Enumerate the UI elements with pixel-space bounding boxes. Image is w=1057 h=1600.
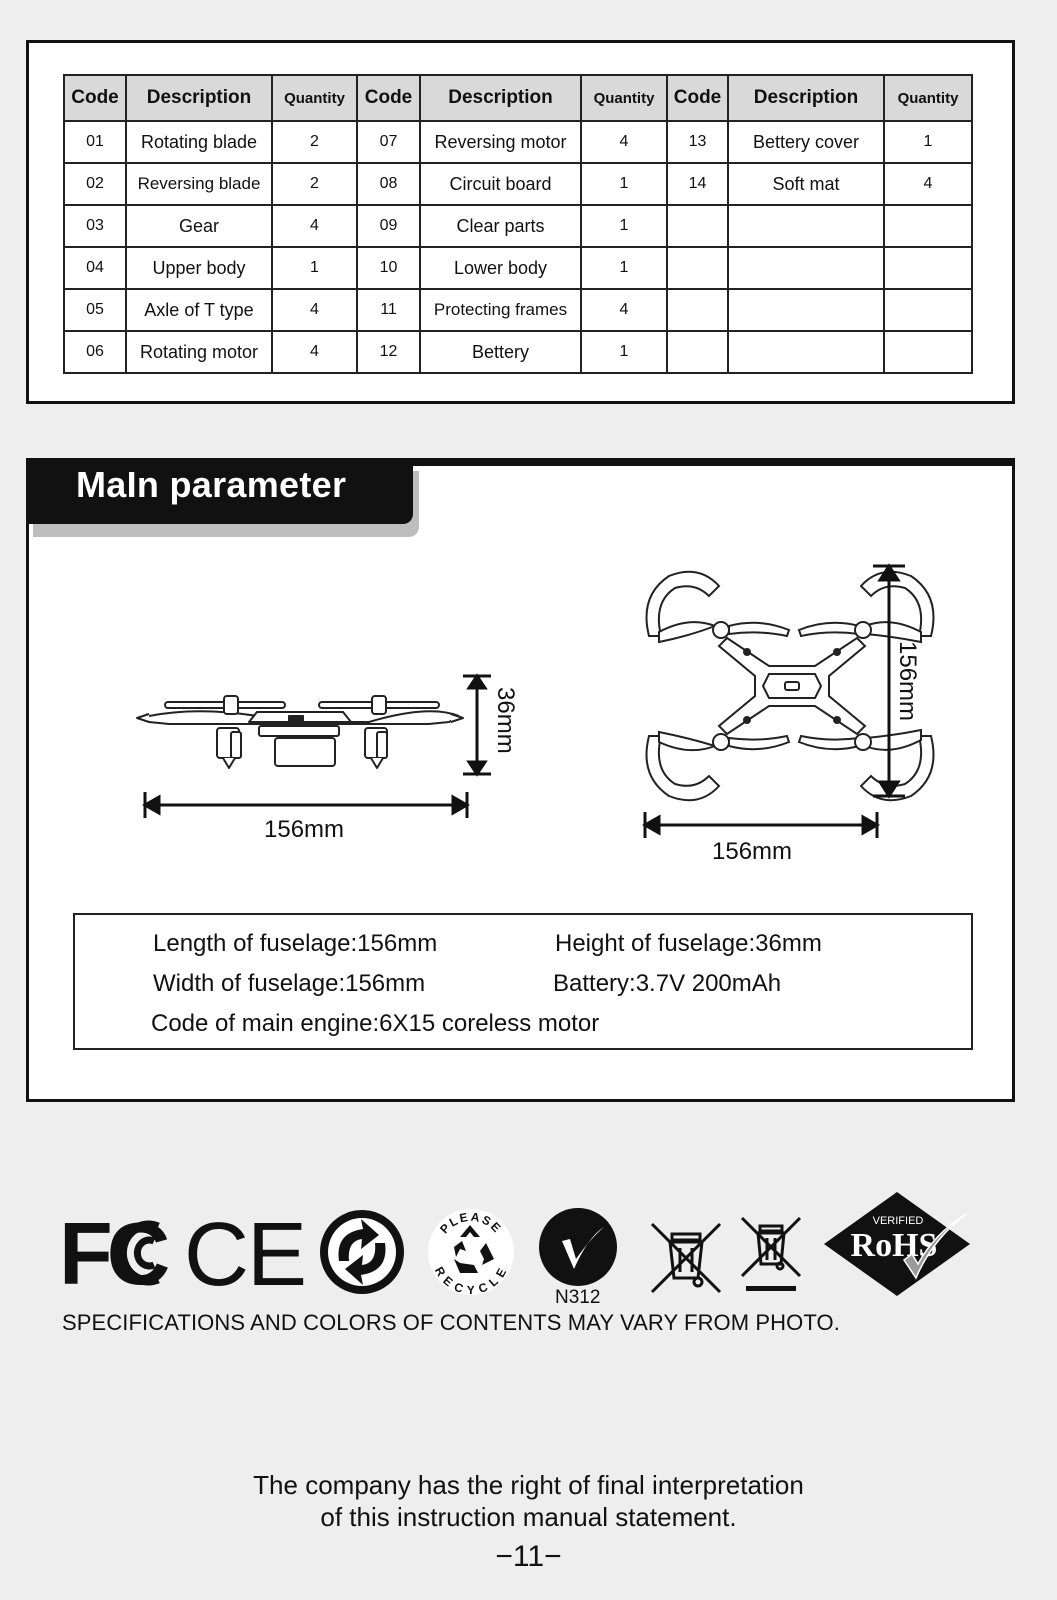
part-quantity: 1	[581, 205, 667, 247]
header-quantity: Quantity	[884, 75, 972, 121]
part-code	[667, 331, 728, 373]
part-quantity: 2	[272, 163, 357, 205]
part-description	[728, 289, 884, 331]
spec-height: Height of fuselage:36mm	[555, 930, 822, 957]
header-description: Description	[420, 75, 581, 121]
table-row	[64, 121, 972, 163]
part-code	[667, 289, 728, 331]
part-quantity: 1	[272, 247, 357, 289]
table-row	[64, 163, 972, 205]
part-code: 03	[64, 205, 126, 247]
part-code: 10	[357, 247, 420, 289]
part-quantity: 1	[884, 121, 972, 163]
part-description	[728, 205, 884, 247]
part-code	[667, 247, 728, 289]
parts-table-box	[26, 40, 1015, 404]
c-tick-icon	[538, 1207, 618, 1287]
page-number: −11−	[495, 1540, 562, 1573]
fcc-logo-c-mark	[118, 1215, 166, 1291]
svg-text:PLEASE	[437, 1210, 505, 1237]
part-code: 08	[357, 163, 420, 205]
ce-mark: CE	[184, 1205, 306, 1305]
part-description: Upper body	[126, 247, 272, 289]
part-description: Clear parts	[420, 205, 581, 247]
side-width-label: 156mm	[264, 816, 345, 843]
part-quantity: 4	[581, 121, 667, 163]
part-description: Protecting frames	[420, 289, 581, 331]
part-code: 01	[64, 121, 126, 163]
footer-line-1: The company has the right of final interpretation	[253, 1470, 804, 1500]
part-quantity: 4	[272, 331, 357, 373]
part-description: Gear	[126, 205, 272, 247]
table-row	[64, 205, 972, 247]
please-recycle-bottom-text: RECYCLE	[431, 1264, 511, 1297]
spec-battery: Battery:3.7V 200mAh	[553, 970, 782, 997]
part-quantity	[884, 289, 972, 331]
part-quantity: 4	[272, 289, 357, 331]
section-title: MaIn parameter	[76, 464, 347, 505]
table-row	[64, 247, 972, 289]
part-description: Bettery cover	[728, 121, 884, 163]
part-description: Rotating motor	[126, 331, 272, 373]
spec-length: Length of fuselage:156mm	[153, 930, 438, 957]
rohs-verified-text: VERIFIED	[872, 1215, 924, 1227]
header-description: Description	[728, 75, 884, 121]
part-description	[728, 247, 884, 289]
part-quantity	[884, 247, 972, 289]
part-code: 02	[64, 163, 126, 205]
part-quantity	[884, 205, 972, 247]
top-width-label: 156mm	[712, 838, 793, 865]
header-quantity: Quantity	[272, 75, 357, 121]
header-code: Code	[667, 75, 728, 121]
part-code: 09	[357, 205, 420, 247]
parts-table	[63, 74, 973, 374]
main-parameter-box	[26, 458, 1015, 1102]
part-code: 04	[64, 247, 126, 289]
fcc-logo: FC	[59, 1204, 165, 1303]
section-title-tab	[26, 458, 413, 524]
part-description: Reversing motor	[420, 121, 581, 163]
table-row	[64, 289, 972, 331]
rohs-text: RoHS	[850, 1227, 938, 1264]
part-description: Bettery	[420, 331, 581, 373]
footer-line-2: of this instruction manual statement.	[320, 1502, 737, 1532]
part-description: Soft mat	[728, 163, 884, 205]
part-description: Reversing blade	[126, 163, 272, 205]
weee-bin-bar-icon	[738, 1214, 806, 1294]
rohs-icon	[822, 1190, 972, 1298]
header-code: Code	[64, 75, 126, 121]
part-description	[728, 331, 884, 373]
svg-text:RECYCLE	[432, 1264, 510, 1297]
please-recycle-text	[426, 1207, 516, 1297]
part-code: 05	[64, 289, 126, 331]
part-quantity: 4	[272, 205, 357, 247]
part-description: Axle of T type	[126, 289, 272, 331]
green-dot-icon	[317, 1207, 407, 1297]
part-description: Rotating blade	[126, 121, 272, 163]
spec-engine: Code of main engine:6X15 coreless motor	[151, 1010, 600, 1037]
part-quantity	[884, 331, 972, 373]
part-description: Lower body	[420, 247, 581, 289]
disclaimer-text: SPECIFICATIONS AND COLORS OF CONTENTS MAY VARY FROM PHOTO.	[62, 1310, 840, 1335]
header-quantity: Quantity	[581, 75, 667, 121]
part-code: 13	[667, 121, 728, 163]
spec-width: Width of fuselage:156mm	[153, 970, 426, 997]
part-code: 14	[667, 163, 728, 205]
part-code: 06	[64, 331, 126, 373]
drone-side-view-drawing	[129, 656, 539, 826]
part-quantity: 2	[272, 121, 357, 163]
part-quantity: 1	[581, 163, 667, 205]
top-length-label: 156mm	[894, 641, 921, 722]
part-code: 07	[357, 121, 420, 163]
part-code: 12	[357, 331, 420, 373]
part-code: 11	[357, 289, 420, 331]
spec-box	[73, 913, 973, 1050]
parts-table-header-row	[64, 75, 972, 121]
part-description: Circuit board	[420, 163, 581, 205]
header-code: Code	[357, 75, 420, 121]
part-quantity: 1	[581, 331, 667, 373]
please-recycle-top-text: PLEASE	[437, 1209, 505, 1237]
c-tick-code: N312	[555, 1287, 601, 1308]
side-height-label: 36mm	[492, 687, 519, 754]
header-description: Description	[126, 75, 272, 121]
part-quantity: 4	[884, 163, 972, 205]
weee-bin-icon	[646, 1218, 726, 1298]
part-code	[667, 205, 728, 247]
part-quantity: 1	[581, 247, 667, 289]
table-row	[64, 331, 972, 373]
part-quantity: 4	[581, 289, 667, 331]
